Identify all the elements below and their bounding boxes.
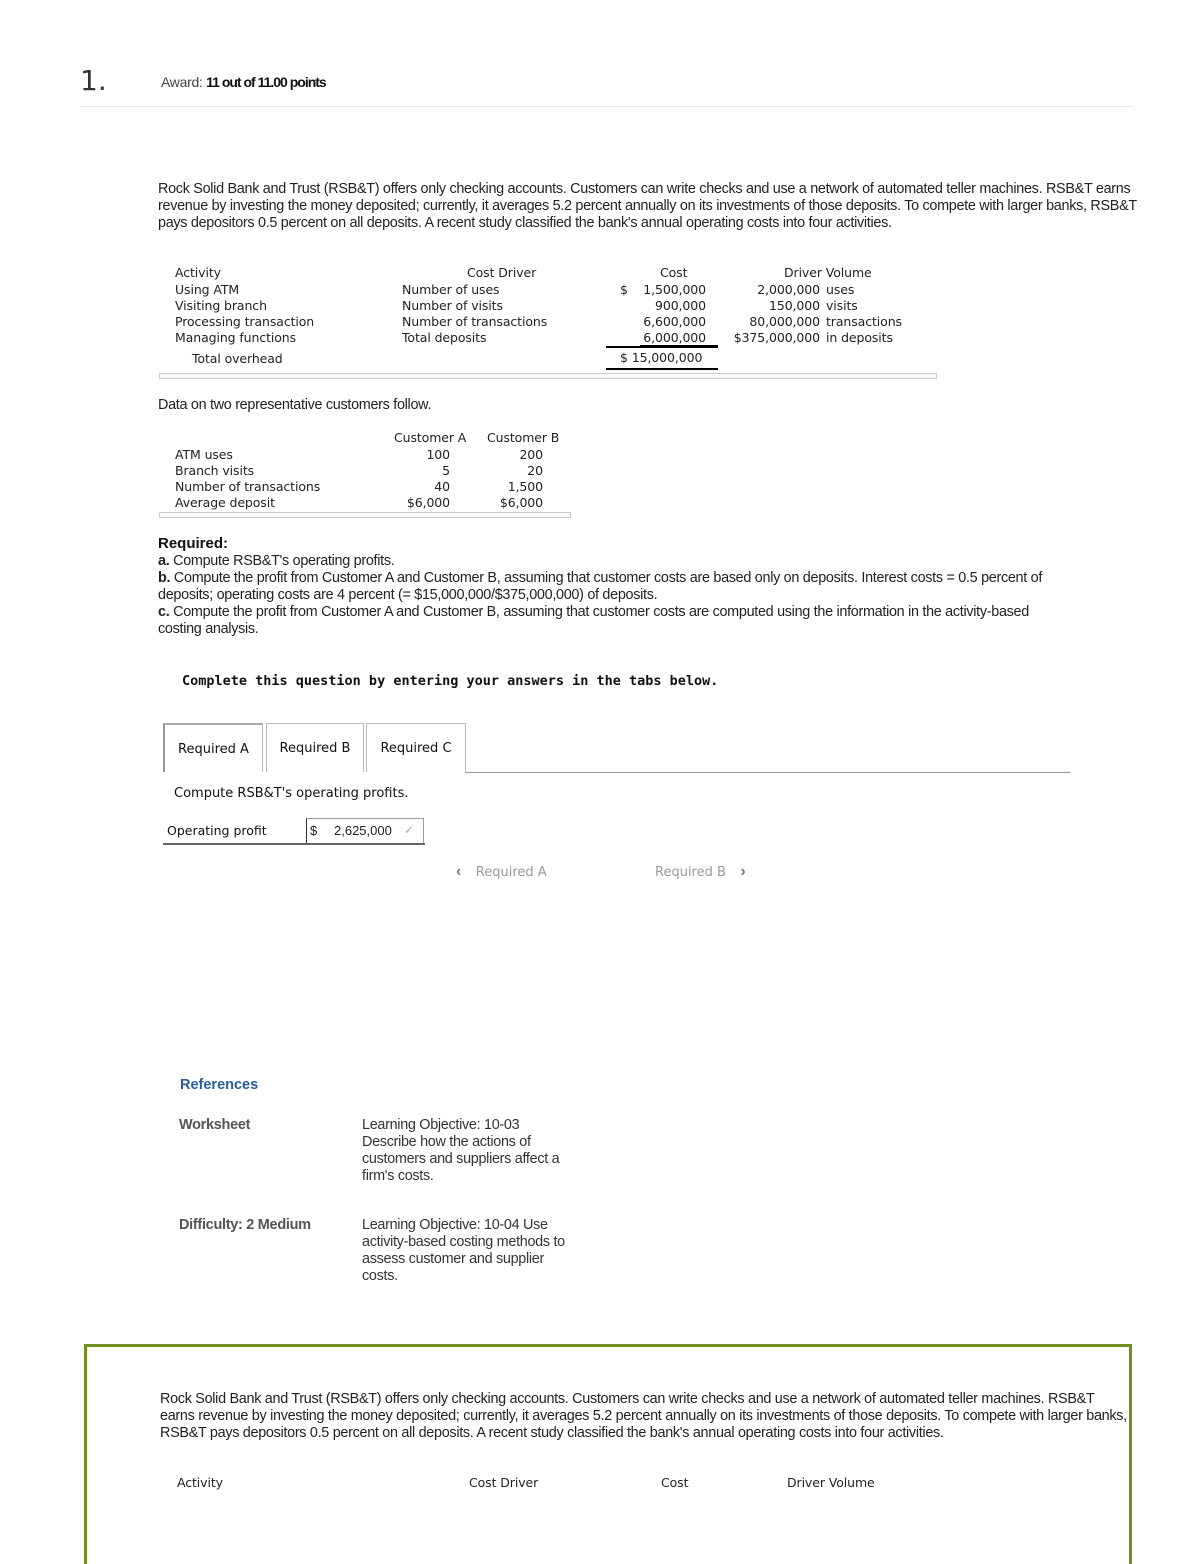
total-label: Total overhead [192, 351, 283, 366]
header-activity: Activity [175, 265, 221, 280]
repeat-problem-text: Rock Solid Bank and Trust (RSB&T) offers only checking accounts. Customers can write checks and use a network of automated teller machines. RSB&T earns revenue by investing the money deposited; currently, it averages 5.2 percent annually on its investments of those deposits. To compete with larger banks, RSB&T pays depositors 0.5 percent on all deposits. A recent study classified the bank's annual operating costs into four activities. [160, 1391, 1127, 1441]
required-b-label: b. [158, 570, 171, 586]
table-row-cost: 6,000,000 [643, 330, 706, 345]
instruction-text: Complete this question by entering your answers in the tabs below. [182, 673, 719, 689]
table-row-label: Branch visits [175, 463, 255, 478]
table-row-volume: 150,000 [769, 298, 820, 313]
repeat-header-cost-driver: Cost Driver [469, 1475, 539, 1490]
header-cost-driver: Cost Driver [467, 265, 537, 280]
table-row-volume: 80,000,000 [749, 314, 820, 329]
tab-prompt: Compute RSB&T's operating profits. [174, 786, 409, 801]
table-row-unit: transactions [826, 314, 902, 329]
required-c-text-2: costing analysis. [158, 621, 259, 637]
award-value: 11 out of 11.00 points [206, 74, 326, 90]
header-driver-volume: Driver Volume [784, 265, 872, 280]
award-prefix: Award: [161, 74, 203, 90]
total-value: $ 15,000,000 [620, 350, 703, 365]
table-row-a: 100 [426, 447, 450, 462]
repeat-header-activity: Activity [177, 1475, 223, 1490]
currency-symbol: $ [310, 823, 318, 838]
header-customer-b: Customer B [487, 430, 560, 445]
table-row-cost: 6,600,000 [643, 314, 706, 329]
table-row-driver: Total deposits [402, 330, 487, 345]
references-title: References [180, 1077, 259, 1093]
table-row-b: 200 [519, 447, 543, 462]
required-c-text-1: Compute the profit from Customer A and Customer B, assuming that customer costs are computed using the information in the activity-based [173, 604, 1029, 620]
table-row-a: 5 [442, 463, 450, 478]
table-row-unit: visits [826, 298, 858, 313]
table-row-driver: Number of transactions [402, 314, 548, 329]
difficulty-label: Difficulty: 2 Medium [179, 1217, 311, 1233]
table-row-driver: Number of uses [402, 282, 500, 297]
table-row-label: Number of transactions [175, 479, 321, 494]
prev-nav-label: Required A [475, 865, 547, 880]
operating-profit-label: Operating profit [167, 823, 267, 838]
table-row-unit: uses [826, 282, 855, 297]
problem-text: Rock Solid Bank and Trust (RSB&T) offers only checking accounts. Customers can write checks and use a network of automated teller machines. RSB&T earns revenue by investing the money deposited; currently, it averages 5.2 percent annually on its investments of those deposits. To compete with larger banks, RSB&T pays depositors 0.5 percent on all deposits. A recent study classified the bank's annual operating costs into four activities. [158, 181, 1137, 231]
customers-intro: Data on two representative customers follow. [158, 397, 432, 413]
tab-required-b[interactable]: Required B [266, 723, 364, 772]
operating-profit-value: 2,625,000 [334, 823, 392, 838]
required-a-label: a. [158, 553, 170, 569]
required-b-text-2: deposits; operating costs are 4 percent (= $15,000,000/$375,000,000) of deposits. [158, 587, 658, 603]
required-a-text: Compute RSB&T's operating profits. [173, 553, 395, 569]
table-row-b: 20 [527, 463, 543, 478]
table-row-label: Average deposit [175, 495, 275, 510]
worksheet-label[interactable]: Worksheet [179, 1117, 251, 1133]
learning-objective-1: Learning Objective: 10-03 Describe how the actions of customers and suppliers affect a firm's costs. [362, 1117, 560, 1184]
table-row-cost-sign: $ [620, 282, 628, 297]
tab-required-a[interactable]: Required A [163, 723, 263, 772]
repeat-header-driver-volume: Driver Volume [787, 1475, 875, 1490]
header-cost: Cost [660, 265, 688, 280]
required-b-text-1: Compute the profit from Customer A and Customer B, assuming that customer costs are based only on deposits. Interest costs = 0.5 percent of [173, 570, 1043, 586]
table-row-b: $6,000 [499, 495, 543, 510]
tab-required-c[interactable]: Required C [366, 723, 466, 772]
table-row-unit: in deposits [826, 330, 893, 345]
table-row-b: 1,500 [507, 479, 543, 494]
table-row-a: 40 [434, 479, 450, 494]
table-row-driver: Number of visits [402, 298, 503, 313]
table-row-activity: Using ATM [175, 282, 240, 297]
table-row-activity: Visiting branch [175, 298, 267, 313]
table-row-volume: $375,000,000 [733, 330, 820, 345]
table-row-cost: 1,500,000 [643, 282, 706, 297]
question-number: 1. [80, 64, 107, 97]
table-row-label: ATM uses [175, 447, 233, 462]
chevron-right-icon: › [740, 863, 746, 880]
chevron-left-icon: ‹ [456, 863, 462, 880]
table-row-cost: 900,000 [655, 298, 706, 313]
table-row-activity: Managing functions [175, 330, 297, 345]
learning-objective-2: Learning Objective: 10-04 Use activity-based costing methods to assess customer and supplier costs. [362, 1217, 565, 1284]
repeat-header-cost: Cost [661, 1475, 689, 1490]
table-row-activity: Processing transaction [175, 314, 315, 329]
check-icon: ✓ [404, 823, 415, 837]
header-customer-a: Customer A [394, 430, 467, 445]
required-c-label: c. [158, 604, 170, 620]
table-row-a: $6,000 [406, 495, 450, 510]
required-heading: Required: [158, 535, 229, 552]
next-nav-label: Required B [655, 865, 726, 880]
table-row-volume: 2,000,000 [757, 282, 820, 297]
